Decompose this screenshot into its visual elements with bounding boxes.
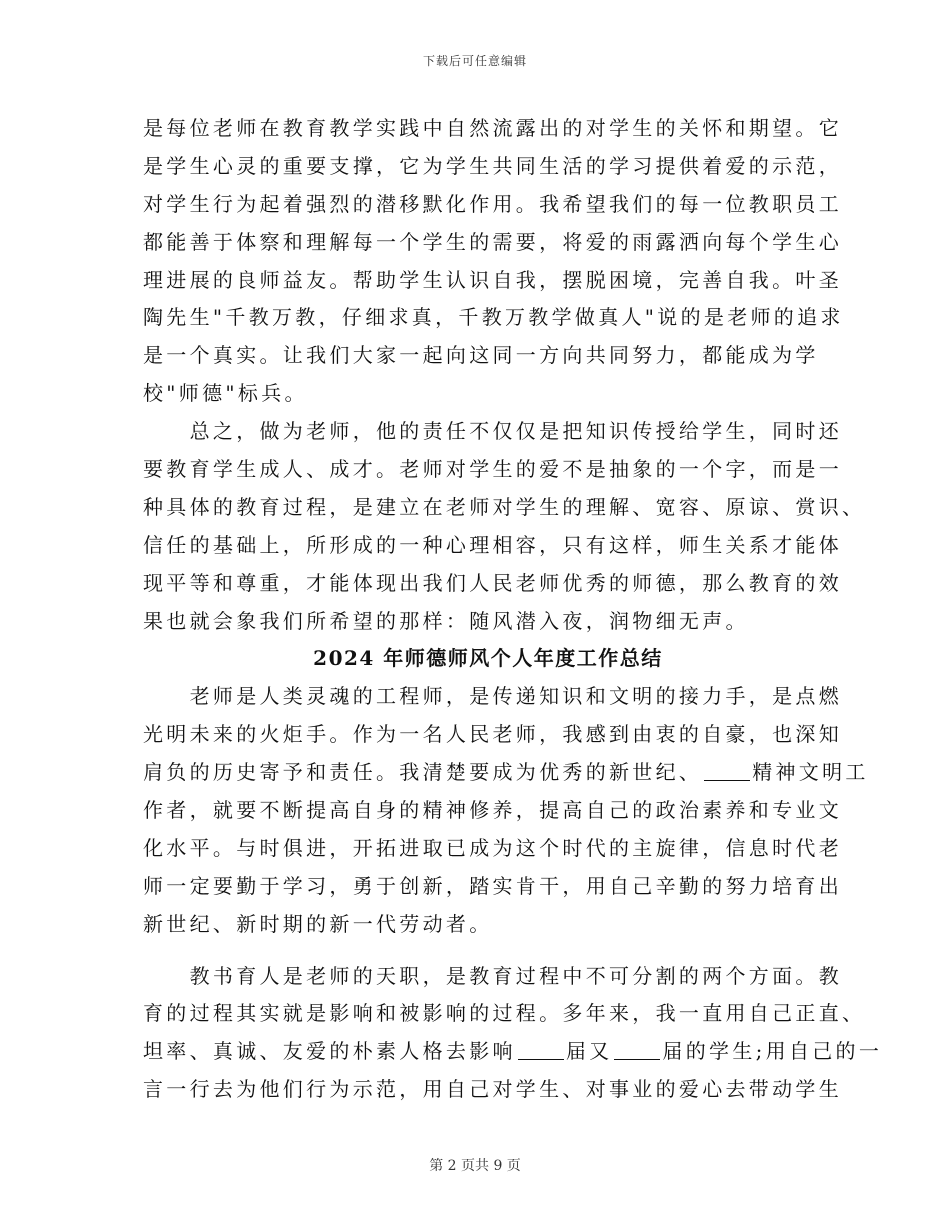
text-segment: 肩负的历史寄予和责任。我清楚要成为优秀的新世纪、 bbox=[143, 760, 703, 785]
fill-in-blank bbox=[518, 1037, 564, 1060]
paragraph-line: 陶先生"千教万教，仔细求真，千教万教学做真人"说的是老师的追求 bbox=[143, 305, 844, 330]
paragraph-line: 信任的基础上，所形成的一种心理相容，只有这样，师生关系才能体 bbox=[143, 532, 842, 557]
paragraph-line: 光明未来的火炬手。作为一名人民老师，我感到由衷的自豪，也深知 bbox=[143, 722, 842, 747]
paragraph-line: 师一定要勤于学习，勇于创新，踏实肯干，用自己辛勤的努力培育出 bbox=[143, 873, 842, 898]
paragraph-gap bbox=[143, 944, 823, 958]
paragraph-line bbox=[143, 1033, 883, 1071]
paragraph-line: 校"师德"标兵。 bbox=[143, 381, 308, 406]
paragraph-line: 总之，做为老师，他的责任不仅仅是把知识传授给学生，同时还 bbox=[143, 419, 842, 444]
paragraph-line: 是每位老师在教育教学实践中自然流露出的对学生的关怀和期望。它 bbox=[143, 116, 842, 140]
paragraph-line: 是一个真实。让我们大家一起向这同一方向共同努力，都能成为学 bbox=[143, 343, 819, 368]
paragraph-line: 是学生心灵的重要支撑，它为学生共同生活的学习提供着爱的示范， bbox=[143, 153, 842, 178]
paragraph-line: 现平等和尊重，才能体现出我们人民老师优秀的师德，那么教育的效 bbox=[143, 570, 842, 595]
paragraph-line: 化水平。与时俱进，开拓进取已成为这个时代的主旋律，信息时代老 bbox=[143, 835, 842, 860]
section-title: 2024 年师德师风个人年度工作总结 bbox=[313, 646, 663, 671]
paragraph-line: 对学生行为起着强烈的潜移默化作用。我希望我们的每一位教职员工 bbox=[143, 191, 842, 216]
paragraph-line: 理进展的良师益友。帮助学生认识自我，摆脱困境，完善自我。叶圣 bbox=[143, 267, 842, 292]
paragraph-line: 作者，就要不断提高自身的精神修养，提高自己的政治素养和专业文 bbox=[143, 798, 842, 823]
paragraph-line: 言一行去为他们行为示范，用自己对学生、对事业的爱心去带动学生 bbox=[143, 1077, 842, 1102]
text-segment: 坦率、真诚、友爱的朴素人格去影响 bbox=[143, 1039, 516, 1064]
paragraph-line: 要教育学生成人、成才。老师对学生的爱不是抽象的一个字，而是一 bbox=[143, 457, 842, 482]
text-segment: 届的学生;用自己的一 bbox=[662, 1039, 883, 1064]
paragraph-line: 果也就会象我们所希望的那样：随风潜入夜，润物细无声。 bbox=[143, 608, 749, 633]
text-segment: 届又 bbox=[565, 1039, 613, 1064]
document-body bbox=[143, 110, 883, 1109]
text-segment: 精神文明工 bbox=[752, 760, 869, 785]
page-header: 下载后可任意编辑 bbox=[422, 54, 527, 68]
fill-in-blank bbox=[614, 1037, 660, 1060]
paragraph-line: 都能善于体察和理解每一个学生的需要，将爱的雨露洒向每个学生心 bbox=[143, 229, 842, 254]
paragraph-line: 新世纪、新时期的新一代劳动者。 bbox=[143, 911, 493, 936]
paragraph-line: 种具体的教育过程，是建立在老师对学生的理解、宽容、原谅、赏识、 bbox=[143, 494, 866, 519]
paragraph-line: 老师是人类灵魂的工程师，是传递知识和文明的接力手，是点燃 bbox=[143, 684, 842, 709]
paragraph-line bbox=[143, 754, 869, 792]
fill-in-blank bbox=[704, 758, 750, 781]
paragraph-line: 育的过程其实就是影响和被影响的过程。多年来，我一直用自己正直、 bbox=[143, 1001, 866, 1026]
page-footer: 第 2 页共 9 页 bbox=[429, 1158, 521, 1174]
paragraph-line: 教书育人是老师的天职，是教育过程中不可分割的两个方面。教 bbox=[143, 963, 842, 988]
